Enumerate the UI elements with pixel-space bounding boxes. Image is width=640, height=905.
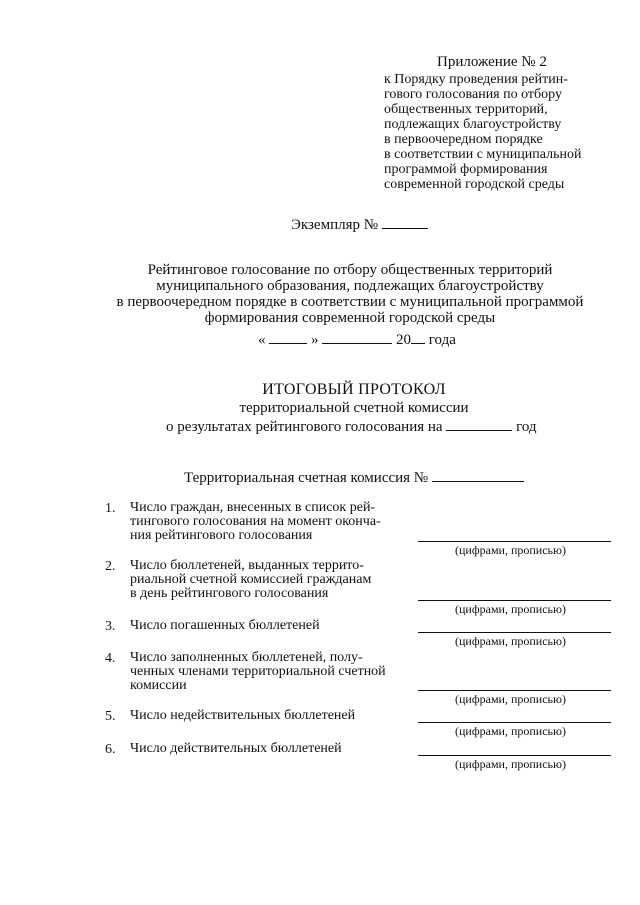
- date-open-quote: «: [258, 332, 266, 348]
- month-blank: [322, 331, 392, 344]
- protocol-results-line: [166, 418, 537, 436]
- item-text-line: Число недействительных бюллетеней: [130, 708, 356, 723]
- answer-hint: (цифрами, прописью): [455, 757, 566, 771]
- appendix-lines: [384, 72, 581, 192]
- appendix-line: в первоочередном порядке: [384, 132, 543, 147]
- item-text: [130, 619, 320, 633]
- voting-heading: [90, 262, 610, 326]
- appendix-line: гового голосования по отбору: [384, 87, 562, 102]
- appendix-line: в соответствии с муниципальной: [384, 147, 582, 162]
- appendix-line: общественных территорий,: [384, 102, 548, 117]
- copy-number-line: [291, 216, 428, 234]
- item-text-line: Число заполненных бюллетеней, полу-: [130, 650, 363, 665]
- results-suffix: год: [516, 419, 537, 435]
- heading-line: формирования современной городской среды: [204, 310, 496, 326]
- item-text-line: Число действительных бюллетеней: [130, 741, 342, 756]
- item-text-line: тингового голосования на момент оконча-: [130, 514, 381, 529]
- protocol-subtitle: территориальной счетной комиссии: [239, 400, 469, 416]
- item-text-line: Число погашенных бюллетеней: [130, 618, 320, 633]
- item-number: 5.: [105, 709, 116, 724]
- item-text: [130, 559, 371, 601]
- item-text: [130, 709, 355, 723]
- item-text-line: в день рейтингового голосования: [130, 586, 329, 601]
- answer-hint: (цифрами, прописью): [455, 724, 566, 738]
- appendix-line: современной городской среды: [384, 177, 565, 192]
- item-number: 2.: [105, 559, 116, 574]
- appendix-title: Приложение № 2: [437, 54, 547, 70]
- item-number: 4.: [105, 651, 116, 666]
- appendix-line: к Порядку проведения рейтин-: [384, 72, 568, 87]
- answer-hint: (цифрами, прописью): [455, 634, 566, 648]
- item-text: [130, 501, 381, 543]
- answer-line: [418, 722, 611, 723]
- appendix-line: подлежащих благоустройству: [384, 117, 562, 132]
- answer-line: [418, 541, 611, 542]
- item-text-line: комиссии: [130, 678, 187, 693]
- commission-number-blank: [432, 469, 524, 482]
- year-prefix: 20: [396, 332, 411, 348]
- year-suffix: года: [428, 332, 456, 348]
- item-text-line: Число бюллетеней, выданных террито-: [130, 558, 364, 573]
- item-number: 3.: [105, 619, 116, 634]
- answer-line: [418, 600, 611, 601]
- answer-line: [418, 690, 611, 691]
- item-text-line: ния рейтингового голосования: [130, 528, 313, 543]
- commission-line: [184, 469, 524, 487]
- item-text-line: ченных членами территориальной счетной: [130, 664, 386, 679]
- item-text-line: риальной счетной комиссией гражданам: [130, 572, 372, 587]
- results-prefix: о результатах рейтингового голосования на: [166, 419, 443, 435]
- date-close-quote: »: [311, 332, 319, 348]
- item-number: 1.: [105, 501, 116, 516]
- appendix-line: программой формирования: [384, 162, 548, 177]
- heading-line: в первоочередном порядке в соответствии с муниципальной программой: [116, 294, 584, 310]
- copy-number-label: Экземпляр №: [291, 217, 379, 233]
- item-number: 6.: [105, 742, 116, 757]
- item-text: [130, 651, 386, 693]
- heading-line: Рейтинговое голосование по отбору общественных территорий: [147, 262, 553, 278]
- item-text: [130, 742, 342, 756]
- item-text-line: Число граждан, внесенных в список рей-: [130, 500, 376, 515]
- answer-hint: (цифрами, прописью): [455, 543, 566, 557]
- answer-hint: (цифрами, прописью): [455, 602, 566, 616]
- results-year-blank: [446, 418, 512, 431]
- answer-hint: (цифрами, прописью): [455, 692, 566, 706]
- heading-line: муниципального образования, подлежащих благоустройству: [156, 278, 544, 294]
- day-blank: [269, 331, 307, 344]
- answer-line: [418, 632, 611, 633]
- year-blank: [411, 331, 425, 344]
- answer-line: [418, 755, 611, 756]
- date-line: [258, 331, 456, 349]
- copy-number-blank: [382, 216, 428, 229]
- protocol-title: ИТОГОВЫЙ ПРОТОКОЛ: [262, 381, 446, 398]
- commission-label: Территориальная счетная комиссия №: [184, 470, 429, 486]
